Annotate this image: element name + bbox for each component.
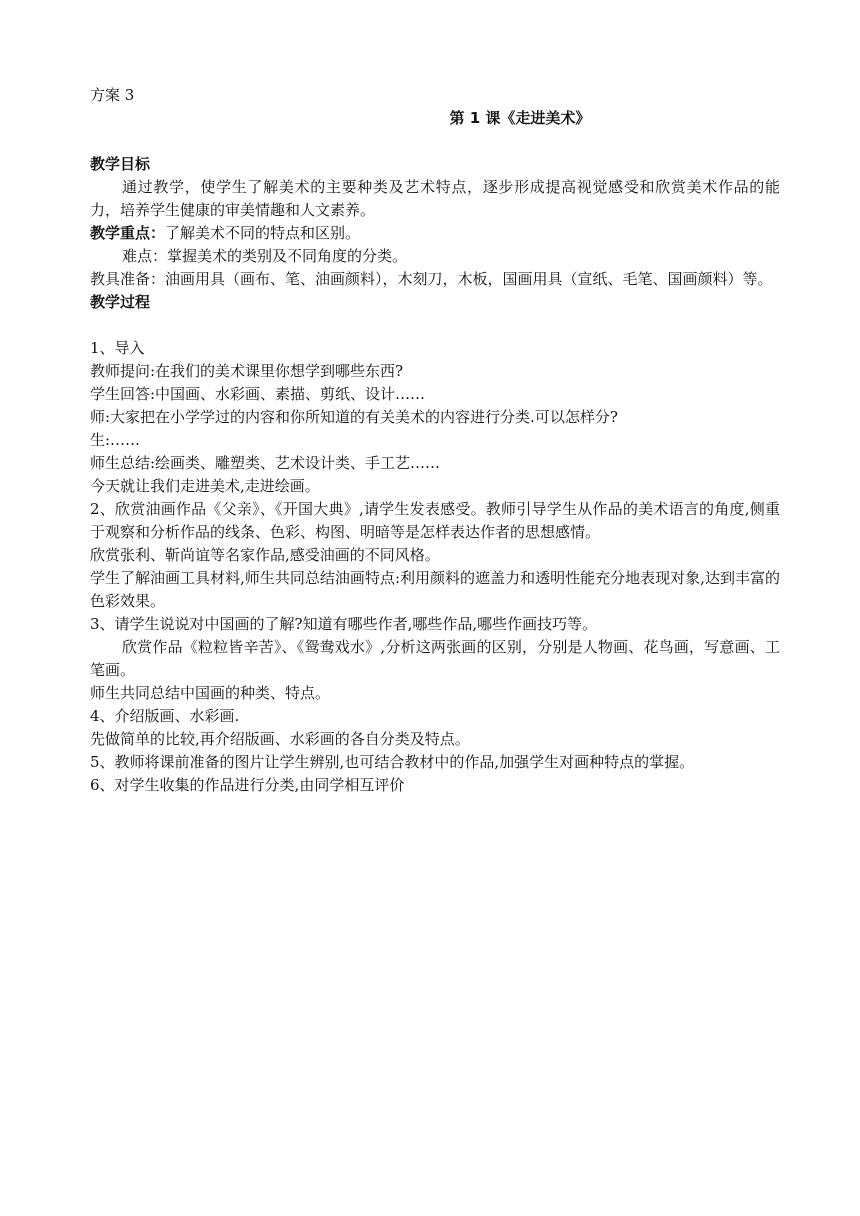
- process-line: 6、对学生收集的作品进行分类,由同学相互评价: [90, 776, 405, 794]
- process-line: 师生共同总结中国画的种类、特点。: [90, 684, 331, 702]
- objectives-text: 通过教学，使学生了解美术的主要种类及艺术特点，逐步形成提高视觉感受和欣赏美术作品的能力，培养学生健康的审美情趣和人文素养。: [90, 178, 780, 219]
- key-points-text: 了解美术不同的特点和区别。: [165, 224, 361, 242]
- materials-text: 教具准备：油画用具（画布、笔、油画颜料），木刻刀，木板，国画用具（宣纸、毛笔、国画颜料）等。: [90, 270, 773, 288]
- key-points-label: 教学重点：: [90, 224, 166, 242]
- process-paragraph: 欣赏作品《粒粒皆辛苦》、《鸳鸯戏水》,分析这两张画的区别，分别是人物画、花鸟画，写意画、工笔画。: [90, 638, 780, 679]
- process-line: 今天就让我们走进美术,走进绘画。: [90, 477, 320, 495]
- process-paragraph: 2、欣赏油画作品《父亲》、《开国大典》,请学生发表感受。教师引导学生从作品的美术语言的角度,侧重于观察和分析作品的线条、色彩、构图、明暗等是怎样表达作者的思想感情。: [90, 500, 780, 541]
- key-points: [90, 222, 780, 245]
- process-line: 1、导入: [90, 339, 145, 357]
- process-paragraph: 学生了解油画工具材料,师生共同总结油画特点:利用颜料的遮盖力和透明性能充分地表现对象,达到丰富的色彩效果。: [90, 569, 780, 610]
- document-page: [90, 84, 780, 797]
- process-line: 先做简单的比较,再介绍版画、水彩画的各自分类及特点。: [90, 730, 470, 748]
- process-heading: 教学过程: [90, 293, 151, 311]
- objectives-heading: 教学目标: [90, 155, 151, 173]
- spacer: [90, 314, 780, 337]
- process-line: 欣赏张利、靳尚谊等名家作品,感受油画的不同风格。: [90, 546, 440, 564]
- plan-label: 方案 3: [90, 86, 135, 104]
- process-line: 5、教师将课前准备的图片让学生辨别,也可结合教材中的作品,加强学生对画种特点的掌握。: [90, 753, 695, 771]
- process-line: 3、请学生说说对中国画的了解?知道有哪些作者,哪些作品,哪些作画技巧等。: [90, 615, 598, 633]
- process-line: 学生回答:中国画、水彩画、素描、剪纸、设计……: [90, 385, 426, 403]
- lesson-title: 第 1 课《走进美术》: [449, 109, 591, 127]
- spacer: [90, 130, 780, 153]
- process-line: 师生总结:绘画类、雕塑类、艺术设计类、手工艺……: [90, 454, 441, 472]
- process-line: 师:大家把在小学学过的内容和你所知道的有关美术的内容进行分类.可以怎样分?: [90, 408, 618, 426]
- difficulty-text: 难点：掌握美术的类别及不同角度的分类。: [122, 247, 408, 265]
- process-line: 4、介绍版画、水彩画.: [90, 707, 240, 725]
- process-line: 生:……: [90, 431, 141, 449]
- process-line: 教师提问:在我们的美术课里你想学到哪些东西?: [90, 362, 404, 380]
